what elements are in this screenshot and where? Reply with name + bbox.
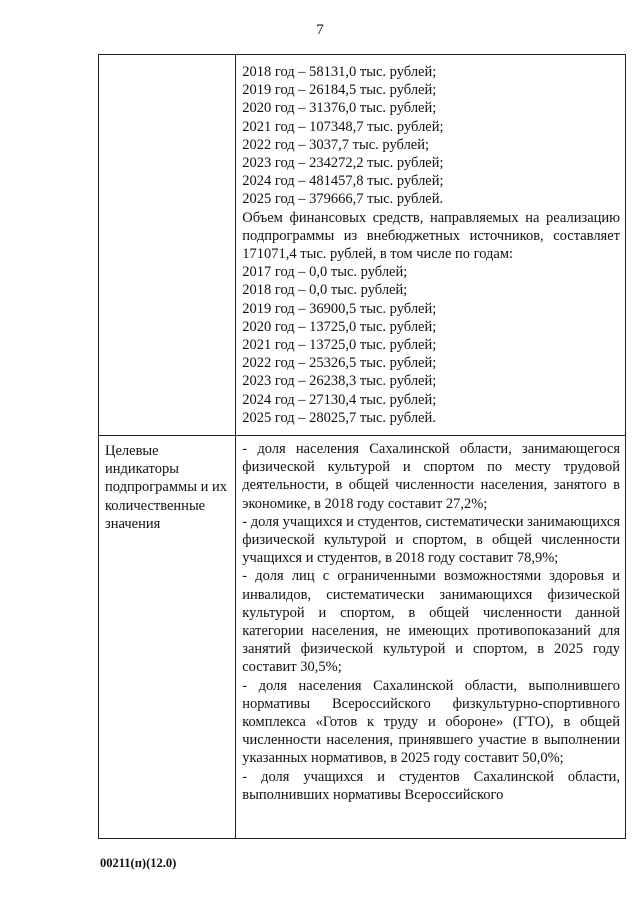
table-row-indicators	[99, 436, 626, 839]
financing-cell	[236, 55, 626, 436]
indicator-item: - доля учащихся и студентов, систематически занимающихся физической культурой и спортом, в общей численности учащихся и студентов, в 2018 году составит 78,9%;	[242, 513, 620, 567]
extrabudgetary-intro: Объем финансовых средств, направляемых на реализацию подпрограммы из внебюджетных источников, составляет 171071,4 тыс. рублей, в том числе по годам:	[242, 209, 620, 263]
extrabudgetary-line: 2018 год – 0,0 тыс. рублей;	[242, 282, 408, 299]
financing-line: 2025 год – 379666,7 тыс. рублей.	[242, 191, 444, 208]
indicator-item: - доля учащихся и студентов Сахалинской области, выполнивших нормативы Всероссийского	[242, 768, 620, 803]
extrabudgetary-line: 2025 год – 28025,7 тыс. рублей.	[242, 409, 436, 426]
indicator-item: - доля населения Сахалинской области, занимающегося физической культурой и спортом по месту трудовой деятельности, в общей численности населения, занятого в экономике, в 2018 году составит 27,2%;	[242, 441, 620, 512]
financing-line: 2021 год – 107348,7 тыс. рублей;	[242, 118, 444, 135]
extrabudgetary-line: 2017 год – 0,0 тыс. рублей;	[242, 264, 408, 281]
extrabudgetary-line: 2021 год – 13725,0 тыс. рублей;	[242, 337, 437, 354]
extrabudgetary-line: 2019 год – 36900,5 тыс. рублей;	[242, 300, 437, 317]
indicator-item: - доля населения Сахалинской области, выполнившего нормативы Всероссийского физкультурно-спортивного комплекса «Готов к труду и обороне» (ГТО), в общей численности населения, принявшего участие в выполнении указанных нормативов, в 2025 году составит 50,0%;	[242, 677, 620, 767]
extrabudgetary-line: 2023 год – 26238,3 тыс. рублей;	[242, 373, 437, 390]
extrabudgetary-line: 2022 год – 25326,5 тыс. рублей;	[242, 355, 437, 372]
indicators-label: Целевые индикаторы подпрограммы и их количественные значения	[99, 436, 236, 839]
page-number: 7	[316, 22, 324, 38]
extrabudgetary-line: 2020 год – 13725,0 тыс. рублей;	[242, 318, 437, 335]
indicators-cell	[236, 436, 626, 839]
financing-line: 2023 год – 234272,2 тыс. рублей;	[242, 155, 444, 172]
empty-label-cell	[99, 55, 236, 436]
document-code: 00211(п)(12.0)	[100, 856, 177, 870]
financing-line: 2020 год – 31376,0 тыс. рублей;	[242, 100, 437, 117]
financing-line: 2018 год – 58131,0 тыс. рублей;	[242, 64, 437, 80]
table-row-financing	[99, 55, 626, 436]
subprogram-passport-table	[98, 54, 626, 839]
financing-line: 2022 год – 3037,7 тыс. рублей;	[242, 136, 430, 153]
financing-line: 2019 год – 26184,5 тыс. рублей;	[242, 82, 437, 99]
indicator-item: - доля лиц с ограниченными возможностями здоровья и инвалидов, систематически занимающихся физической культурой и спортом, в общей численности данной категории населения, не имеющих противопоказаний для занятий физической культурой и спортом, в 2025 году составит 30,5%;	[242, 568, 620, 676]
extrabudgetary-line: 2024 год – 27130,4 тыс. рублей;	[242, 391, 437, 408]
financing-line: 2024 год – 481457,8 тыс. рублей;	[242, 173, 444, 190]
